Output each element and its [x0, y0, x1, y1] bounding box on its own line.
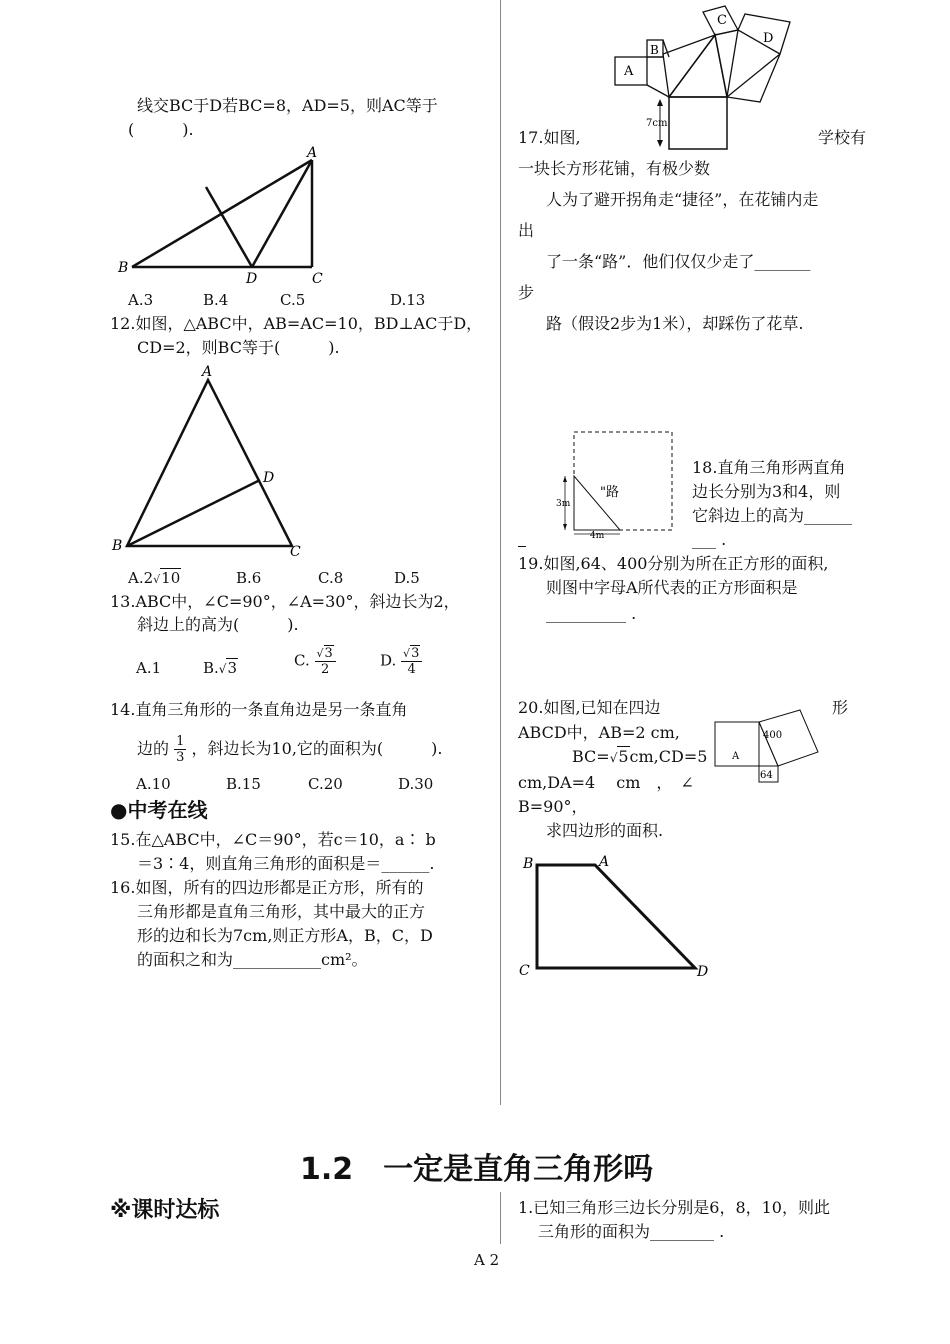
q11-label-b: B	[118, 260, 129, 276]
q17-flowerbed-figure	[550, 428, 680, 541]
q12-label-c: C	[290, 544, 301, 560]
section-zhongkao: ●中考在线	[110, 798, 208, 822]
fig17-width: 4m	[590, 531, 605, 541]
q12-option-d: D.5	[394, 569, 420, 587]
q13-option-d: D. $\frac{√3}{4}$	[380, 646, 422, 677]
bottom-q1-line1: 1.已知三角形三边长分别是6，8，10，则此	[518, 1198, 830, 1217]
q16-squares-figure	[605, 2, 805, 147]
q12-label-b: B	[112, 538, 123, 554]
q11-label-c: C	[312, 271, 323, 287]
chapter-title: 1.2 一定是直角三角形吗	[300, 1152, 654, 1187]
bottom-q1-line2: 三角形的面积为________ .	[538, 1222, 725, 1241]
q12-option-c: C.8	[318, 569, 344, 587]
q13-option-b: B.√3	[203, 659, 237, 677]
q20-line3: BC=√5cm,CD=5	[572, 747, 708, 766]
q14-option-d: D.30	[398, 775, 434, 793]
q17-line3: 人为了避开拐角走“捷径”，在花铺内走	[546, 190, 819, 209]
q20-quadrilateral-figure	[515, 848, 715, 983]
q15-line2: ＝3∶4，则直角三角形的面积是＝______.	[137, 854, 435, 873]
q18-dash	[518, 546, 526, 547]
q13-option-c: C. $\frac{√3}{2}$	[294, 646, 336, 677]
fig19-label-400: 400	[763, 730, 783, 741]
q20-line2: ABCD中，AB=2 cm,	[518, 723, 680, 742]
q11-option-d: D.13	[390, 291, 426, 309]
q19-line1: 19.如图,64、400分别为所在正方形的面积,	[518, 554, 829, 573]
q18-line1: 18.直角三角形两直角	[692, 458, 846, 477]
fig16-label-b: B	[650, 43, 659, 57]
q11-option-b: B.4	[203, 291, 229, 309]
q20-line5: B=90°，	[518, 797, 588, 816]
fig20-label-c: C	[519, 963, 530, 979]
q19-line3: __________ .	[546, 604, 637, 623]
fig16-length: 7cm	[646, 118, 668, 129]
q20-line1b: 形	[832, 698, 849, 717]
q12-label-d: D	[263, 470, 275, 486]
q12-line2: CD=2，则BC等于( ).	[137, 338, 340, 357]
fig17-height: 3m	[556, 499, 571, 509]
fig16-label-c: C	[717, 13, 727, 28]
q17-line6: 步	[518, 283, 535, 302]
fig19-label-a: A	[732, 751, 740, 762]
q17-line4: 出	[518, 221, 535, 240]
q14-option-b: B.15	[226, 775, 261, 793]
q12-label-a: A	[202, 364, 213, 380]
fig17-road: "路	[600, 485, 619, 500]
q20-line4: cm,DA=4 cm ， ∠	[518, 773, 694, 792]
q20-line6: 求四边形的面积.	[546, 821, 664, 840]
q11-label-d: D	[246, 271, 258, 287]
fig20-label-a: A	[599, 854, 610, 870]
q15-line1: 15.在△ABC中，∠C＝90°，若c＝10，a∶ b	[110, 830, 436, 849]
fig16-label-d: D	[763, 31, 774, 46]
q11-figure	[110, 140, 340, 290]
q19-line2: 则图中字母A所代表的正方形面积是	[546, 578, 798, 597]
q17-line5: 了一条“路”．他们仅仅少走了_______	[546, 252, 811, 271]
section-keshi: ※课时达标	[110, 1198, 220, 1223]
q13-line2: 斜边上的高为( ).	[137, 615, 299, 634]
q11-option-a: A.3	[128, 291, 154, 309]
q12-option-a-prefix: A.2	[128, 569, 154, 587]
q16-line3: 形的边和长为7cm,则正方形A，B，C，D	[137, 926, 433, 945]
column-divider-bottom	[500, 1192, 501, 1244]
q14-line2: 边的 $\frac{1}{3}$ ，斜边长为10,它的面积为( ).	[137, 734, 443, 765]
fig19-label-64: 64	[760, 770, 773, 781]
q12-option-b: B.6	[236, 569, 262, 587]
q17-line2: 一块长方形花铺，有极少数	[518, 159, 711, 178]
q17-line7: 路（假设2步为1米），却踩伤了花草.	[546, 314, 804, 333]
q14-option-c: C.20	[308, 775, 343, 793]
q18-line4: ___ .	[692, 530, 727, 549]
q16-line2: 三角形都是直角三角形，其中最大的正方	[137, 902, 426, 921]
q13-option-a: A.1	[136, 659, 162, 677]
q17-line1a: 17.如图,	[518, 128, 581, 147]
q14-fraction: $\frac{1}{3}$	[176, 734, 185, 765]
q11-option-c: C.5	[280, 291, 306, 309]
q13-line1: 13.ABC中，∠C=90°，∠A=30°，斜边长为2，	[110, 592, 460, 611]
fig16-label-a: A	[624, 64, 634, 79]
fig20-label-b: B	[523, 856, 534, 872]
q12-option-a: A.2√10	[128, 569, 181, 587]
fig20-label-d: D	[697, 964, 709, 980]
q12-option-a-radicand: 10	[161, 569, 181, 587]
q14-line1: 14.直角三角形的一条直角边是另一条直角	[110, 700, 408, 719]
q16-line4: 的面积之和为___________cm²。	[137, 950, 368, 969]
q18-line2: 边长分别为3和4，则	[692, 482, 841, 501]
q11-paren: ( ).	[128, 120, 194, 139]
q11-continuation: 线交BC于D若BC=8，AD=5，则AC等于	[137, 96, 438, 115]
q19-squares-figure	[710, 702, 825, 788]
q18-line3: 它斜边上的高为______	[692, 506, 853, 525]
q20-line1a: 20.如图,已知在四边	[518, 698, 661, 717]
q12-figure	[110, 360, 330, 560]
q11-label-a: A	[307, 145, 318, 161]
q17-line1b: 学校有	[818, 128, 867, 147]
column-divider	[500, 0, 501, 1105]
q14-option-a: A.10	[136, 775, 171, 793]
q16-line1: 16.如图，所有的四边形都是正方形，所有的	[110, 878, 424, 897]
q12-line1: 12.如图，△ABC中，AB=AC=10，BD⊥AC于D，	[110, 314, 483, 333]
page-number: A 2	[474, 1251, 500, 1269]
